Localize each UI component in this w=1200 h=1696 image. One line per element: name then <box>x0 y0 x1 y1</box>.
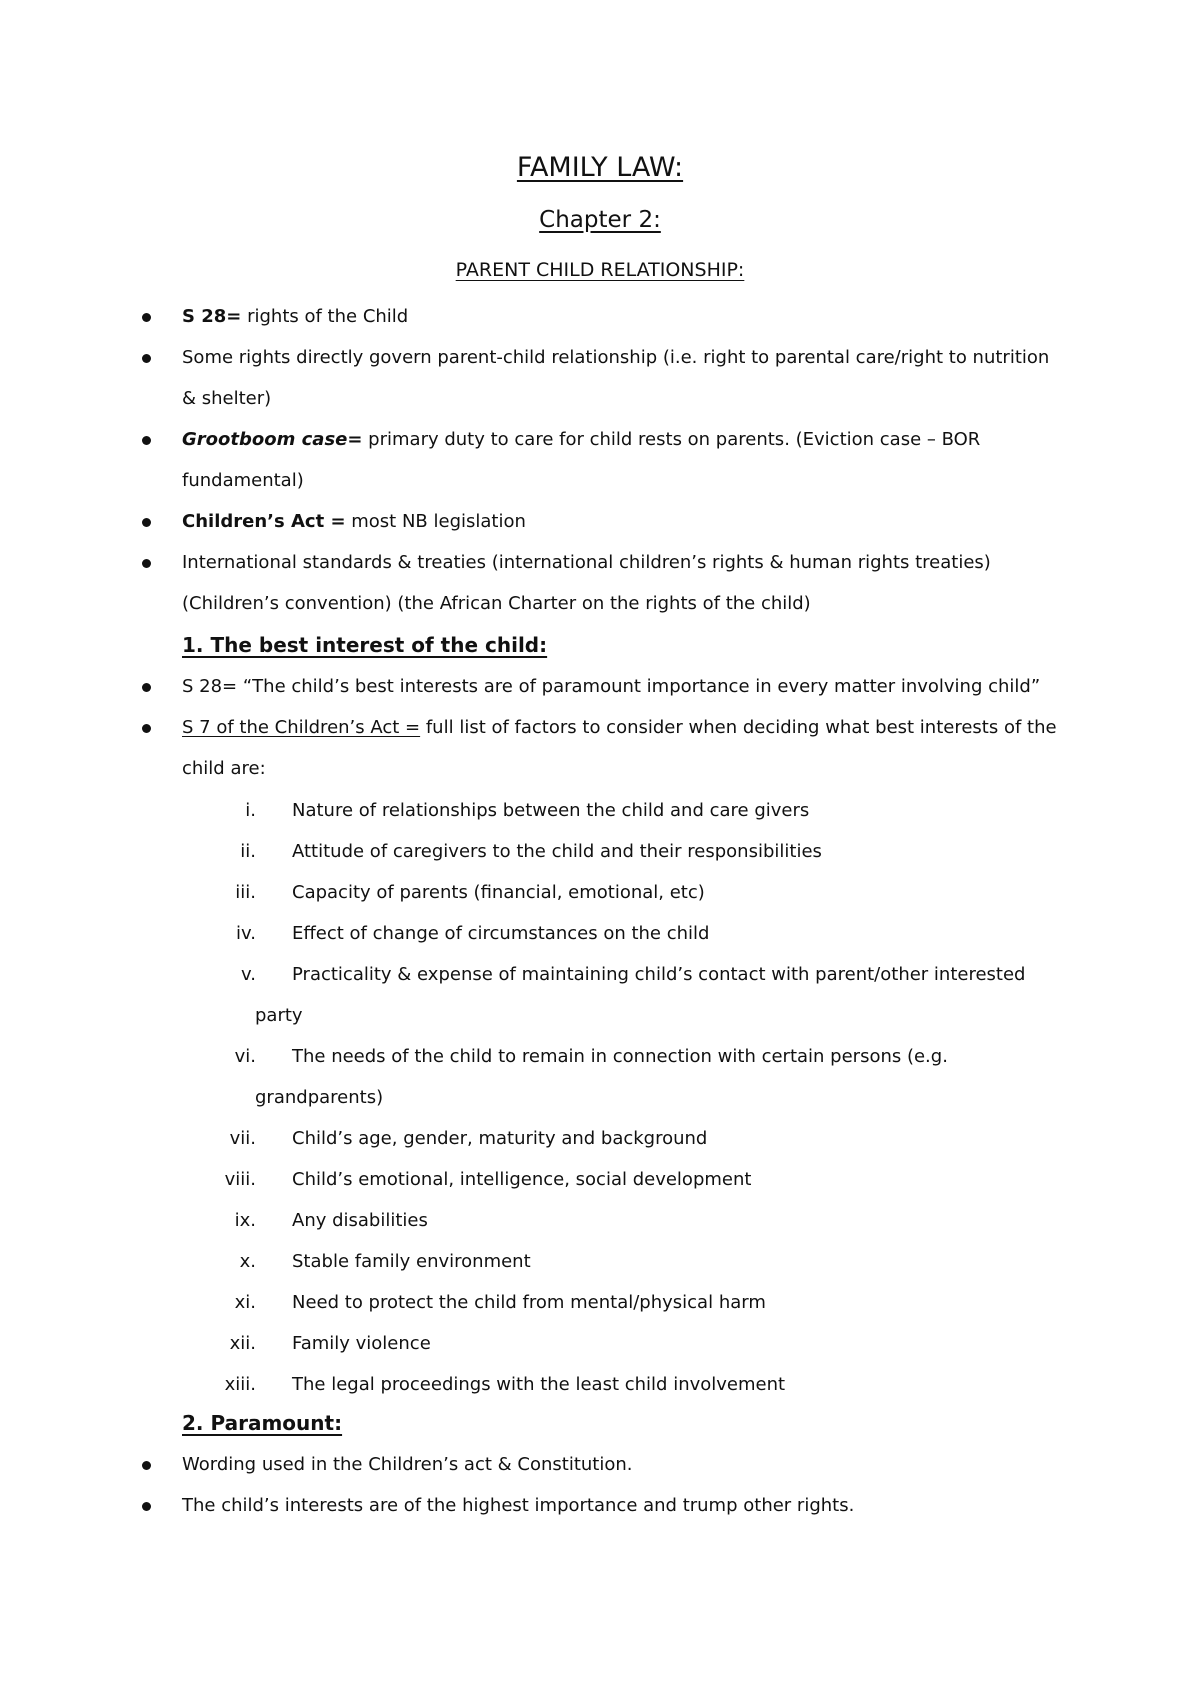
list-item-continuation: (Children’s convention) (the African Charter on the rights of the child) <box>182 593 811 614</box>
bold-term: S 28= <box>182 306 242 327</box>
list-item: Some rights directly govern parent-child relationship (i.e. right to parental care/right to nutrition <box>182 347 1050 368</box>
list-item <box>182 717 1057 739</box>
factor-text: The needs of the child to remain in connection with certain persons (e.g. <box>292 1046 948 1067</box>
bullet-icon <box>142 683 151 692</box>
factor-text: Effect of change of circumstances on the child <box>292 923 710 944</box>
factor-number: iii. <box>235 882 256 903</box>
factor-text: Family violence <box>292 1333 431 1354</box>
factor-text: Stable family environment <box>292 1251 531 1272</box>
factor-text: Capacity of parents (financial, emotional, etc) <box>292 882 705 903</box>
factor-number: i. <box>245 800 256 821</box>
factor-text: Child’s age, gender, maturity and background <box>292 1128 708 1149</box>
bullet-icon <box>142 1502 151 1511</box>
bullet-icon <box>142 518 151 527</box>
underlined-term: S 7 of the Children’s Act = <box>182 717 421 738</box>
factor-number: viii. <box>224 1169 256 1190</box>
factor-text: Any disabilities <box>292 1210 428 1231</box>
factor-text: Attitude of caregivers to the child and their responsibilities <box>292 841 822 862</box>
factor-text: Nature of relationships between the child and care givers <box>292 800 810 821</box>
factor-text: Practicality & expense of maintaining child’s contact with parent/other interested <box>292 964 1026 985</box>
list-item <box>182 429 980 451</box>
factor-continuation: grandparents) <box>255 1087 384 1108</box>
list-item: S 28= “The child’s best interests are of paramount importance in every matter involving child” <box>182 676 1041 697</box>
section-heading: 2. Paramount: <box>182 1411 343 1435</box>
list-item: International standards & treaties (international children’s rights & human rights treaties) <box>182 552 991 573</box>
list-item-continuation: child are: <box>182 758 266 779</box>
list-item <box>182 511 526 533</box>
bullet-icon <box>142 313 151 322</box>
list-item: The child’s interests are of the highest importance and trump other rights. <box>182 1495 855 1516</box>
factor-text: The legal proceedings with the least child involvement <box>292 1374 786 1395</box>
list-item-text: most NB legislation <box>345 511 526 532</box>
factor-text: Child’s emotional, intelligence, social development <box>292 1169 752 1190</box>
factor-number: v. <box>241 964 256 985</box>
factor-continuation: party <box>255 1005 303 1026</box>
bullet-icon <box>142 354 151 363</box>
factor-number: ix. <box>234 1210 256 1231</box>
factor-number: vi. <box>234 1046 256 1067</box>
list-item-text: primary duty to care for child rests on parents. (Eviction case – BOR <box>362 429 981 450</box>
bold-term: Children’s Act = <box>182 511 346 532</box>
bold-term: Grootboom case= <box>182 429 363 450</box>
list-item-continuation: fundamental) <box>182 470 304 491</box>
list-item <box>182 306 408 328</box>
factor-number: ii. <box>240 841 256 862</box>
factor-number: xiii. <box>224 1374 256 1395</box>
factor-number: xi. <box>234 1292 256 1313</box>
bullet-icon <box>142 559 151 568</box>
factor-number: iv. <box>236 923 256 944</box>
list-item-text: rights of the Child <box>241 306 409 327</box>
section-heading: 1. The best interest of the child: <box>182 633 548 657</box>
factor-number: xii. <box>229 1333 256 1354</box>
chapter-heading: Chapter 2: <box>539 207 661 233</box>
document-title: FAMILY LAW: <box>516 152 684 183</box>
bullet-icon <box>142 724 151 733</box>
bullet-icon <box>142 1461 151 1470</box>
factor-number: x. <box>239 1251 256 1272</box>
list-item-continuation: & shelter) <box>182 388 272 409</box>
list-item: Wording used in the Children’s act & Constitution. <box>182 1454 633 1475</box>
bullet-icon <box>142 436 151 445</box>
list-item-text: full list of factors to consider when deciding what best interests of the <box>420 717 1057 738</box>
section-subtitle: PARENT CHILD RELATIONSHIP: <box>455 259 745 281</box>
factor-number: vii. <box>229 1128 256 1149</box>
factor-text: Need to protect the child from mental/physical harm <box>292 1292 766 1313</box>
